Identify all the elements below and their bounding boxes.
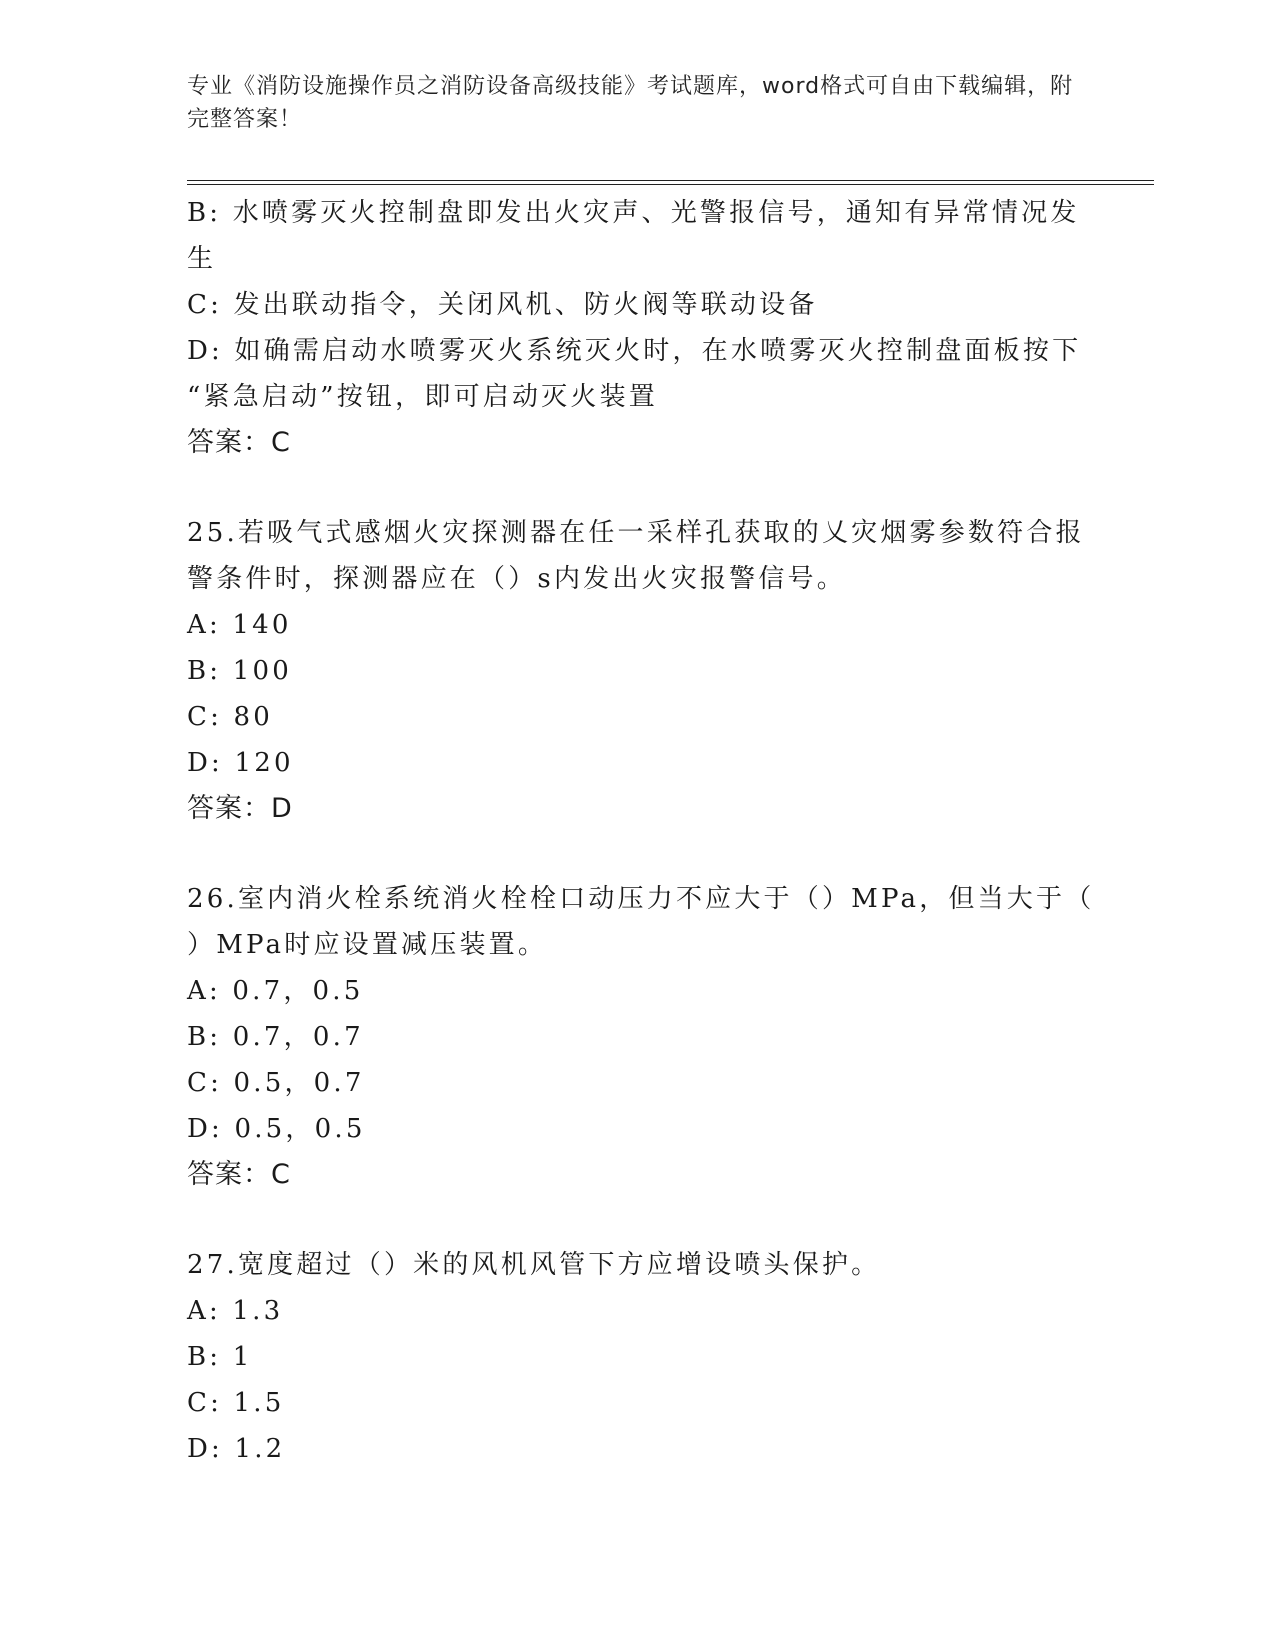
question-stem: 警条件时，探测器应在（）s内发出火灾报警信号。: [187, 564, 846, 594]
option-b: B: 0.7，0.7: [187, 1022, 364, 1052]
option-c: C: 0.5，0.7: [187, 1068, 365, 1098]
option-line: C: 发出联动指令，关闭风机、防火阀等联动设备: [187, 290, 818, 320]
option-c: C: 1.5: [187, 1388, 285, 1418]
option-line: 生: [187, 244, 217, 274]
previous-question-block: [187, 190, 1087, 466]
question-stem: 26.室内消火栓系统消火栓栓口动压力不应大于（）MPa，但当大于（: [187, 884, 1095, 914]
header-divider-bottom: [187, 184, 1154, 185]
option-d: D: 120: [187, 748, 294, 778]
option-c: C: 80: [187, 702, 274, 732]
question-content: [187, 190, 1095, 1472]
answer-line: 答案：C: [187, 427, 291, 458]
option-a: A: 140: [187, 610, 292, 640]
option-d: D: 1.2: [187, 1434, 286, 1464]
question-block-27: [187, 1242, 1087, 1472]
answer-line: 答案：D: [187, 793, 293, 824]
option-b: B: 100: [187, 656, 292, 686]
question-stem: ）MPa时应设置减压装置。: [187, 930, 548, 960]
header-divider-top: [187, 180, 1154, 181]
option-a: A: 0.7，0.5: [187, 976, 364, 1006]
answer-line: 答案：C: [187, 1159, 291, 1190]
document-header: 专业《消防设施操作员之消防设备高级技能》考试题库，word格式可自由下载编辑，附完整答案！: [187, 74, 1074, 132]
option-line: “紧急启动”按钮，即可启动灭火装置: [187, 382, 658, 412]
option-line: B: 水喷雾灭火控制盘即发出火灾声、光警报信号，通知有异常情况发: [187, 198, 1080, 228]
question-stem: 27.宽度超过（）米的风机风管下方应增设喷头保护。: [187, 1250, 881, 1280]
option-line: D: 如确需启动水喷雾灭火系统灭火时，在水喷雾灭火控制盘面板按下: [187, 336, 1082, 366]
question-block-25: [187, 510, 1087, 832]
option-a: A: 1.3: [187, 1296, 284, 1326]
option-d: D: 0.5，0.5: [187, 1114, 366, 1144]
question-block-26: [187, 876, 1095, 1198]
question-stem: 25.若吸气式感烟火灾探测器在任一采样孔获取的乂灾烟雾参数符合报: [187, 518, 1085, 548]
option-b: B: 1: [187, 1342, 253, 1372]
